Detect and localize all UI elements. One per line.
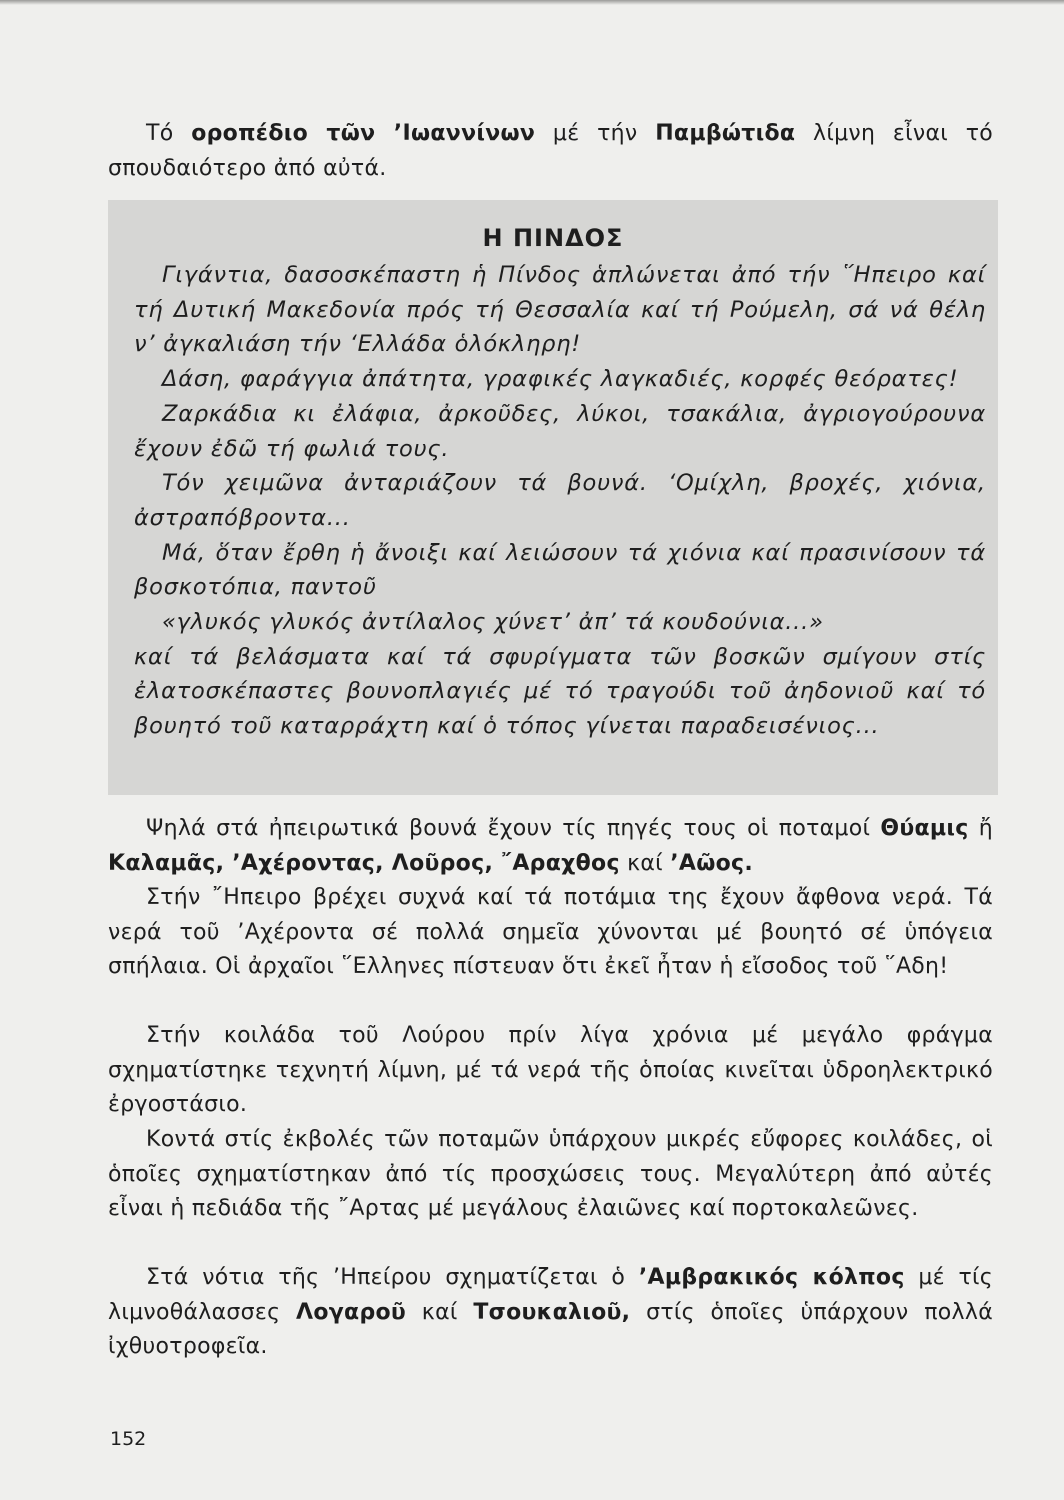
page-number: 152 <box>110 1428 147 1450</box>
pindos-text-box <box>108 200 998 795</box>
box-line: Τόν χειμῶνα ἀνταριάζουν τά βουνά. ‘Ομίχλη, βροχές, χιόνια, ἀστραπόβροντα... <box>134 470 986 531</box>
text: ἤ <box>968 816 993 841</box>
bold-term: οροπέδιο τῶν ’Ιωαννίνων <box>191 121 536 146</box>
bold-term: Τσουκαλιοῦ, <box>473 1299 631 1325</box>
bold-term: Καλαμᾶς, ’Αχέροντας, Λοῦρος, ῎Αραχθος <box>108 850 620 876</box>
ambracian-paragraph <box>108 1261 993 1365</box>
text: μέ τίς λιμνοθάλασσες <box>108 1265 993 1325</box>
text: καί <box>406 1299 474 1325</box>
text: Στά νότια τῆς ’Ηπείρου σχηματίζεται ὁ <box>146 1265 639 1290</box>
box-title: Η ΠΙΝΔΟΣ <box>482 224 624 252</box>
rivers-paragraph <box>108 812 993 881</box>
bold-term: ’Αῶος. <box>670 850 754 876</box>
intro-paragraph <box>108 117 993 186</box>
bold-term: ’Αμβρακικός κόλπος <box>638 1265 905 1290</box>
louros-paragraph: Στήν κοιλάδα τοῦ Λούρου πρίν λίγα χρόνια μέ μεγάλο φράγμα σχηματίστηκε τεχνητή λίμνη, μέ τά νερά τῆς ὁποίας κινεῖται ὑδροηλεκτρικό ἐργοστάσιο. <box>108 1023 993 1117</box>
bold-term: Θύαμις <box>880 816 969 841</box>
box-line: Μά, ὅταν ἔρθη ἡ ἄνοιξι καί λειώσουν τά χιόνια καί πρασινίσουν τά βοσκοτόπια, παντοῦ <box>134 539 986 601</box>
text: Ψηλά στά ἠπειρωτικά βουνά ἔχουν τίς πηγές τους οἱ ποταμοί <box>146 816 881 841</box>
text: λίμνη εἶναι τό σπουδαιότερο ἀπό αὐτά. <box>108 121 993 181</box>
text: μέ τήν <box>535 121 656 146</box>
text: στίς ὁποῖες ὑπάρχουν πολλά ἰχθυοτροφεῖα. <box>108 1299 993 1359</box>
box-line: Ζαρκάδια κι ἐλάφια, ἀρκοῦδες, λύκοι, τσακάλια, ἀγριογούρουνα ἔχουν ἐδῶ τή φωλιά τους. <box>134 400 986 462</box>
plains-paragraph: Κοντά στίς ἐκβολές τῶν ποταμῶν ὑπάρχουν μικρές εὔφορες κοιλάδες, οἱ ὁποῖες σχηματίστηκαν ἀπό τίς προσχώσεις τους. Μεγαλύτερη ἀπό αὐτές εἶναι ἡ πεδιάδα τῆς ῎Αρτας μέ μεγάλους ἐλαιῶνες καί πορτοκαλεῶνες. <box>108 1127 993 1221</box>
bold-term: Λογαροῦ <box>296 1299 407 1325</box>
text: καί <box>619 850 671 876</box>
box-body <box>134 258 986 744</box>
box-line: «γλυκός γλυκός ἀντίλαλος χύνετ’ ἀπ’ τά κουδούνια...» <box>162 609 824 636</box>
acheron-paragraph: Στήν ῎Ηπειρο βρέχει συχνά καί τά ποτάμια της ἔχουν ἄφθονα νερά. Τά νερά τοῦ ’Αχέροντα σέ πολλά σημεῖα χύνονται μέ βουητό σέ ὑπόγεια σπήλαια. Οἱ ἀρχαῖοι ῞Ελληνες πίστευαν ὅτι ἐκεῖ ἦταν ἡ εἴσοδος τοῦ ῞Αδη! <box>108 885 993 979</box>
box-line: Γιγάντια, δασοσκέπαστη ἡ Πίνδος ἁπλώνεται ἀπό τήν ῞Ηπειρο καί τή Δυτική Μακεδονία πρός τή Θεσσαλία καί τή Ρούμελη, σά νά θέλη ν’ ἀγκαλιάση τήν ‘Ελλάδα ὁλόκληρη! <box>134 262 986 358</box>
bold-term: Παμβώτιδα <box>655 121 796 146</box>
box-line: Δάση, φαράγγια ἀπάτητα, γραφικές λαγκαδιές, κορφές θεόρατες! <box>162 366 959 393</box>
text: Τό <box>146 121 192 146</box>
box-line: καί τά βελάσματα καί τά σφυρίγματα τῶν βοσκῶν σμίγουν στίς ἐλατοσκέπαστες βουνοπλαγιές μέ τό τραγούδι τοῦ ἀηδονιοῦ καί τό βουητό τοῦ καταρράχτη καί ὁ τόπος γίνεται παραδεισένιος... <box>134 643 986 740</box>
page-top-edge <box>0 0 1064 5</box>
